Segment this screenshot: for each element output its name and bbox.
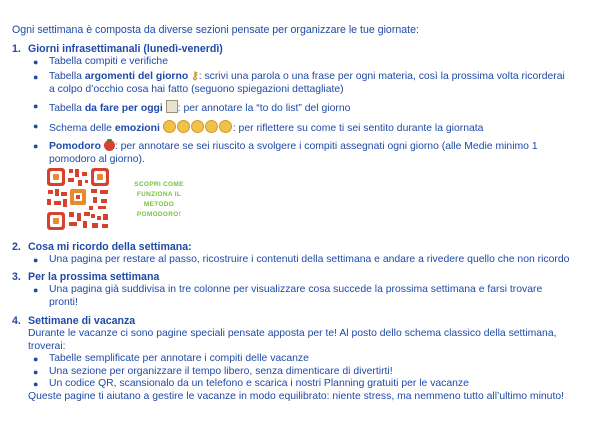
list-item-text <box>49 71 593 96</box>
bold-text: Pomodoro <box>49 141 101 152</box>
list-item-text: Tabelle semplificate per annotare i compiti delle vacanze <box>49 353 309 364</box>
bullet: ● <box>33 255 39 265</box>
list-item-text <box>49 100 593 116</box>
neutral-face-icon <box>177 120 190 133</box>
section-2-heading <box>12 241 192 253</box>
list-item-text <box>49 284 593 309</box>
bold-text: da fare per oggi <box>84 103 163 114</box>
bold-text: argomenti del giorno <box>84 71 189 82</box>
bullet: ● <box>33 57 39 67</box>
pomodoro-promo[interactable] <box>124 180 194 220</box>
section-number: 4. <box>12 315 21 327</box>
promo-line: FUNZIONA IL <box>136 191 182 198</box>
promo-line: SCOPRI COME <box>134 181 184 188</box>
promo-line: METODO <box>143 201 175 208</box>
bullet: ● <box>33 379 39 389</box>
section-4-closing: Queste pagine ti aiutano a gestire le vacanze in modo equilibrato: niente stress, ma nemmeno tutto all’ultimo minuto! <box>28 391 564 402</box>
section-number: 3. <box>12 271 21 283</box>
section-title: Giorni infrasettimanali (lunedì-venerdì) <box>28 43 223 55</box>
section-title: Settimane di vacanza <box>28 315 136 327</box>
list-item-text: Un codice QR, scansionalo da un telefono e scarica i nostri Planning gratuiti per le vacanze <box>49 378 469 389</box>
text: Schema delle <box>49 123 115 134</box>
promo-line: POMODORO! <box>136 211 182 218</box>
qr-code[interactable] <box>45 166 111 232</box>
text: : scrivi una parola o una frase per ogni materia, così la prossima volta ricorderai <box>198 71 565 82</box>
text: Una pagina già suddivisa in tre colonne per visualizzare cosa succede la prossima settimana e farsi trovare <box>49 284 543 295</box>
section-title: Cosa mi ricordo della settimana: <box>28 241 192 253</box>
bullet: ● <box>33 121 39 131</box>
text: a colpo d’occhio cosa hai fatto (seguono spiegazioni dettagliate) <box>49 83 344 95</box>
section-4-heading <box>12 315 135 327</box>
bold-text: emozioni <box>114 123 160 134</box>
bullet: ● <box>33 285 39 295</box>
list-item-text <box>49 140 593 166</box>
text: Tabella <box>49 103 85 114</box>
section-3-heading <box>12 271 159 283</box>
smile-face-icon <box>191 120 204 133</box>
text: pronti! <box>49 296 78 308</box>
bullet: ● <box>33 101 39 111</box>
bullet: ● <box>33 367 39 377</box>
key-icon: ⚷ <box>191 71 199 82</box>
section-1-heading <box>12 43 223 55</box>
laughing-face-icon <box>219 120 232 133</box>
tomato-icon <box>104 140 115 151</box>
sad-face-icon <box>163 120 176 133</box>
text: Durante le vacanze ci sono pagine speciali pensate apposta per te! Al posto dello schema classico della settimana, <box>28 328 557 339</box>
bullet: ● <box>33 72 39 82</box>
happy-face-icon <box>205 120 218 133</box>
list-item-text: Tabella compiti e verifiche <box>49 56 168 67</box>
list-item-text: Una pagina per restare al passo, ricostruire i contenuti della settimana e andare a rivedere quello che non ricordo <box>49 254 570 265</box>
notepad-icon <box>166 100 178 113</box>
list-item-text <box>49 120 593 136</box>
text: : per annotare se sei riuscito a svolgere i compiti assegnati ogni giorno (alle Medie minimo 1 <box>114 141 538 152</box>
text: troverai: <box>28 340 66 352</box>
bullet: ● <box>33 141 39 151</box>
intro-text: Ogni settimana è composta da diverse sezioni pensate per organizzare le tue giornate: <box>12 24 419 36</box>
section-number: 1. <box>12 43 21 55</box>
text: : per annotare la “to do list” del giorno <box>177 103 351 114</box>
section-number: 2. <box>12 241 21 253</box>
list-item-text: Una sezione per organizzare il tempo libero, senza dimenticare di divertirti! <box>49 366 393 377</box>
text: Tabella <box>49 71 85 82</box>
section-title: Per la prossima settimana <box>28 271 160 283</box>
section-4-paragraph <box>28 328 593 353</box>
text: : per riflettere su come ti sei sentito durante la giornata <box>232 123 484 134</box>
text: pomodoro al giorno). <box>49 153 145 165</box>
bullet: ● <box>33 354 39 364</box>
